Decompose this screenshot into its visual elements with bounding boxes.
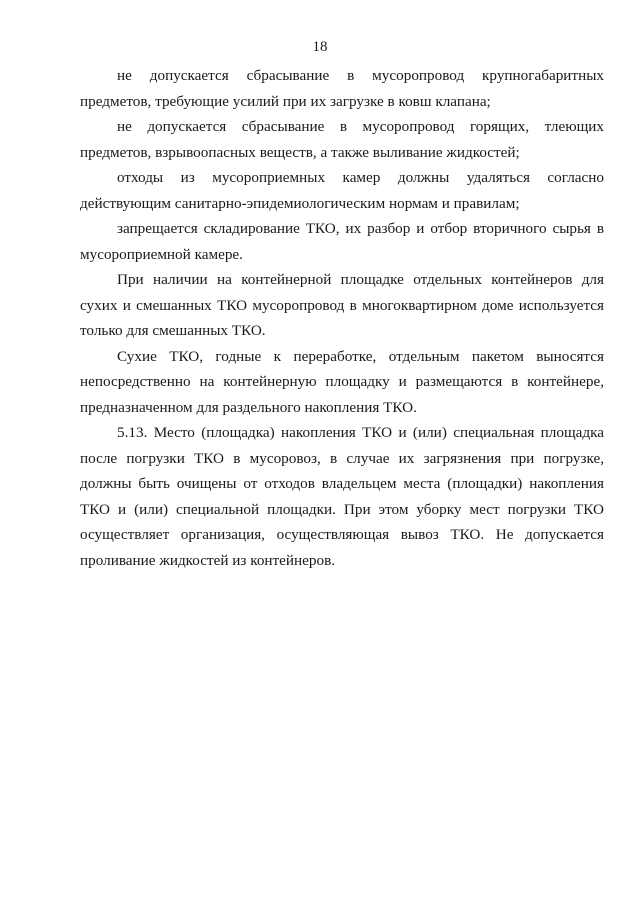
document-body xyxy=(80,63,604,573)
page-number: 18 xyxy=(312,39,328,55)
paragraph-hazardous-items-ban: не допускается сбрасывание в мусоропровод горящих, тлеющих предметов, взрывоопасных веществ, а также выливание жидкостей; xyxy=(80,118,604,161)
paragraph-chamber-waste-removal: отходы из мусороприемных камер должны удаляться согласно действующим санитарно-эпидемиологическим нормам и правилам; xyxy=(80,169,604,212)
paragraph-bulky-items-ban: не допускается сбрасывание в мусоропровод крупногабаритных предметов, требующие усилий при их загрузке в ковш клапана; xyxy=(80,67,604,110)
paragraph-section-5-13: 5.13. Место (площадка) накопления ТКО и (или) специальная площадка после погрузки ТКО в мусоровоз, в случае их загрязнения при погрузке, должны быть очищены от отходов владельцем места (площадки) накопления ТКО и (или) специальной площадки. При этом уборку мест погрузки ТКО осуществляет организация, осуществляющая вывоз ТКО. Не допускается проливание жидкостей из контейнеров. xyxy=(80,424,604,569)
paragraph-mixed-waste-chute: При наличии на контейнерной площадке отдельных контейнеров для сухих и смешанных ТКО мусоропровод в многоквартирном доме используется только для смешанных ТКО. xyxy=(80,271,604,339)
paragraph-chamber-storage-ban: запрещается складирование ТКО, их разбор и отбор вторичного сырья в мусороприемной камере. xyxy=(80,220,604,263)
paragraph-dry-waste-disposal: Сухие ТКО, годные к переработке, отдельным пакетом выносятся непосредственно на контейнерную площадку и размещаются в контейнере, предназначенном для раздельного накопления ТКО. xyxy=(80,347,604,416)
